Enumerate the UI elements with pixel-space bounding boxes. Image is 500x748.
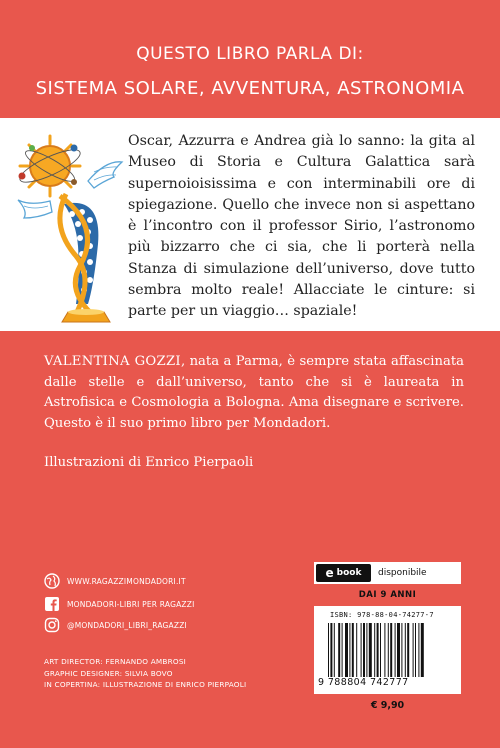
instagram-icon — [44, 617, 60, 633]
design-credits — [44, 656, 246, 691]
author-name: VALENTINA GOZZI — [44, 354, 181, 369]
facebook-text: MONDADORI-LIBRI PER RAGAZZI — [67, 599, 195, 609]
topic-heading: QUESTO LIBRO PARLA DI: — [136, 44, 364, 64]
facebook-link[interactable] — [44, 596, 195, 612]
price-label: € 9,90 — [370, 700, 405, 711]
graphic-designer-credit: GRAPHIC DESIGNER: SILVIA BOVO — [44, 668, 173, 678]
age-range: DAI 9 ANNI — [358, 590, 417, 600]
ebook-status: disponibile — [378, 568, 427, 578]
facebook-icon — [44, 596, 60, 612]
isbn-text: ISBN: 978-88-04-74277-7 — [330, 611, 434, 619]
cover-illustration-credit: IN COPERTINA: ILLUSTRAZIONE DI ENRICO PIERPAOLI — [44, 680, 247, 689]
ebook-logo-letter: e — [325, 566, 334, 580]
illustrator-credit: Illustrazioni di Enrico Pierpaoli — [44, 455, 254, 470]
ebook-availability — [314, 562, 461, 584]
website-link[interactable] — [44, 573, 186, 589]
topic-list: SISTEMA SOLARE, AVVENTURA, ASTRONOMIA — [35, 78, 465, 99]
barcode-bars — [328, 623, 452, 677]
barcode-box — [314, 606, 461, 694]
author-bio-text: , nata a Parma, è sempre stata affascinata dalle stelle e dall’universo, tanto che si è laureata in Astrofisica e Cosmologia a Bologna. Ama disegnare e scrivere. Questo è il suo primo libro per Mondadori. — [44, 354, 464, 431]
sun-trophy-illustration — [10, 126, 128, 326]
ebook-logo-word: book — [336, 568, 362, 578]
book-synopsis: Oscar, Azzurra e Andrea già lo sanno: la gita al Museo di Storia e Cultura Galattica sarà supernoioisissima e con interminabili ore di spiegazione. Quello che invece non si aspettano è l’incontro con il professor Sirio, l’astronomo più bizzarro che ci sia, che li porterà nella Stanza di simulazione dell’universo, dove tutto sembra molto reale! Allacciate le cinture: si parte per un viaggio… spaziale! — [128, 133, 475, 320]
instagram-link[interactable] — [44, 617, 187, 633]
ebook-logo — [316, 564, 371, 582]
instagram-text: @MONDADORI_LIBRI_RAGAZZI — [67, 620, 187, 630]
author-bio — [44, 352, 464, 434]
website-text: WWW.RAGAZZIMONDADORI.IT — [67, 576, 186, 586]
ean-number: 9 788804 742777 — [318, 677, 409, 688]
art-director-credit: ART DIRECTOR: FERNANDO AMBROSI — [44, 657, 187, 666]
globe-icon — [44, 573, 60, 589]
